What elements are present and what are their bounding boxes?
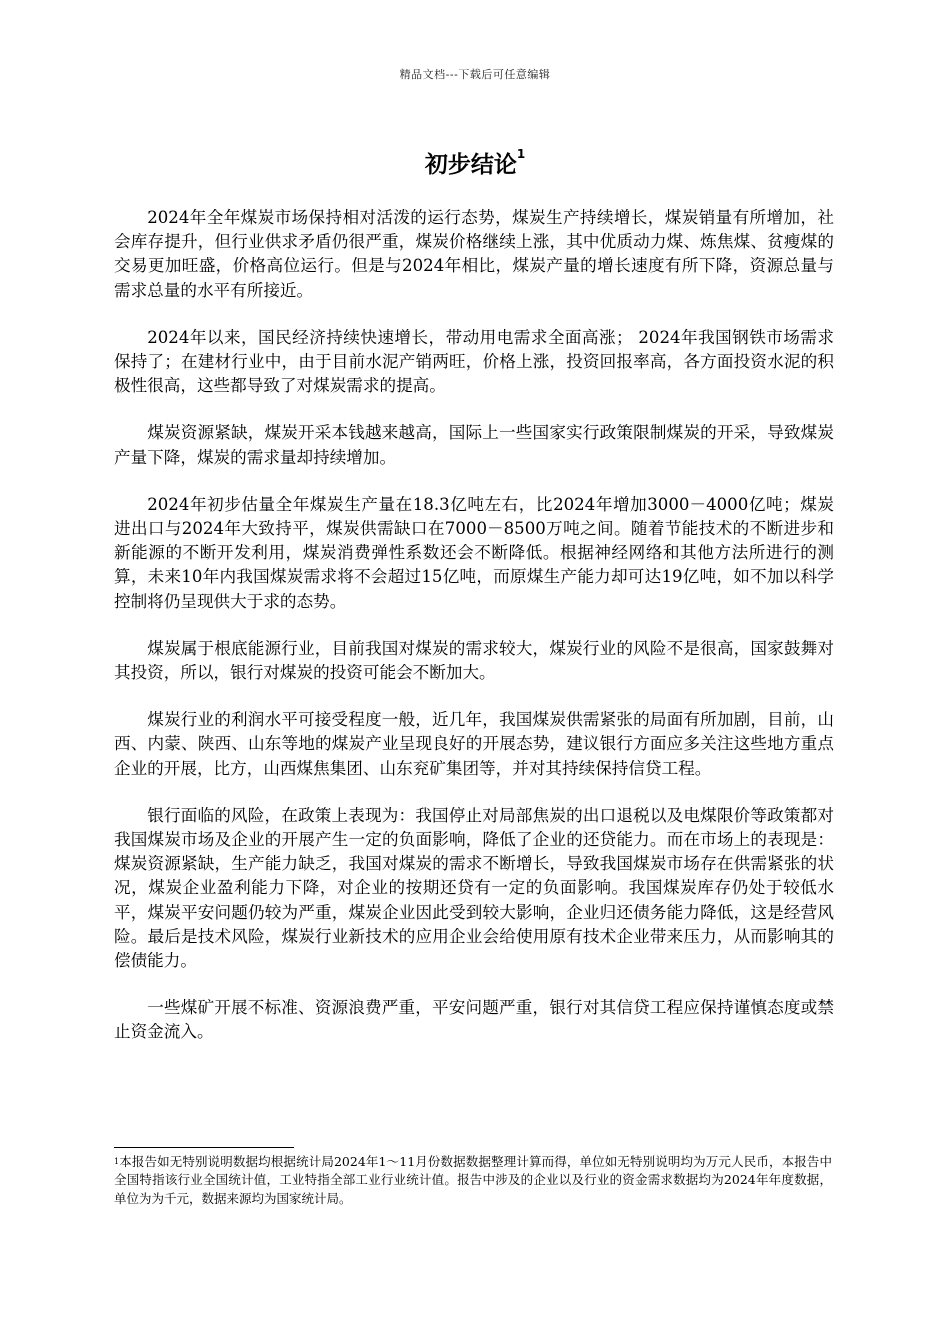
header-note: 精品文档---下载后可任意编辑 bbox=[399, 68, 551, 81]
title-footnote-mark[interactable]: 1 bbox=[516, 147, 526, 161]
body-text bbox=[114, 206, 834, 1068]
paragraph-resource-shortage: 煤炭资源紧缺，煤炭开采本钱越来越高，国际上一些国家实行政策限制煤炭的开采，导致煤炭产量下降，煤炭的需求量却持续增加。 bbox=[114, 423, 834, 467]
paragraph-demand-growth: 2024年以来，国民经济持续快速增长，带动用电需求全面高涨； 2024年我国钢铁市场需求保持了；在建材行业中，由于目前水泥产销两旺，价格上涨，投资回报率高，各方面投资水泥的积极性很高，这些都导致了对煤炭需求的提高。 bbox=[114, 327, 834, 396]
title-text: 初步结论 bbox=[424, 152, 517, 178]
footnote-text: 本报告如无特别说明数据均根据统计局2024年1～11月份数据数据整理计算而得，单位如无特别说明均为万元人民币，本报告中全国特指该行业全国统计值，工业特指全部工业行业统计值。报告中涉及的企业以及行业的资金需求数据均为2024年年度数据，单位为为千元，数据来源均为国家统计局。 bbox=[114, 1154, 832, 1206]
footnote-mark: 1 bbox=[114, 1157, 120, 1166]
page-title bbox=[0, 146, 950, 179]
footnote bbox=[114, 1153, 832, 1208]
paragraph-production-estimate: 2024年初步估量全年煤炭生产量在18.3亿吨左右，比2024年增加3000－4000亿吨；煤炭进出口与2024年大致持平，煤炭供需缺口在7000－8500万吨之间。随着节能技术的不断进步和新能源的不断开发利用，煤炭消费弹性系数还会不断降低。根据神经网络和其他方法所进行的测算，未来10年内我国煤炭需求将不会超过15亿吨，而原煤生产能力却可达19亿吨，如不加以科学控制将仍呈现供大于求的态势。 bbox=[114, 494, 834, 611]
paragraph-industry-risk: 煤炭属于根底能源行业，目前我国对煤炭的需求较大，煤炭行业的风险不是很高，国家鼓舞对其投资，所以，银行对煤炭的投资可能会不断加大。 bbox=[114, 638, 834, 683]
footnote-divider bbox=[114, 1147, 294, 1148]
paragraph-bank-risk: 银行面临的风险，在政策上表现为：我国停止对局部焦炭的出口退税以及电煤限价等政策都对我国煤炭市场及企业的开展产生一定的负面影响，降低了企业的还贷能力。而在市场上的表现是：煤炭资源紧缺，生产能力缺乏，我国对煤炭的需求不断增长，导致我国煤炭市场存在供需紧张的状况，煤炭企业盈利能力下降，对企业的按期还贷有一定的负面影响。我国煤炭库存仍处于较低水平，煤炭平安问题仍较为严重，煤炭企业因此受到较大影响，企业归还债务能力降低，这是经营风险。最后是技术风险，煤炭行业新技术的应用企业会给使用原有技术企业带来压力，从而影响其的偿债能力。 bbox=[114, 805, 834, 971]
paragraph-caution: 一些煤矿开展不标准、资源浪费严重，平安问题严重，银行对其信贷工程应保持谨慎态度或禁止资金流入。 bbox=[114, 998, 834, 1042]
paragraph-profit-level: 煤炭行业的利润水平可接受程度一般，近几年，我国煤炭供需紧张的局面有所加剧，目前，山西、内蒙、陕西、山东等地的煤炭产业呈现良好的开展态势，建议银行方面应多关注这些地方重点企业的开展，比方，山西煤焦集团、山东兖矿集团等，并对其持续保持信贷工程。 bbox=[114, 710, 834, 778]
paragraph-market-overview: 2024年全年煤炭市场保持相对活泼的运行态势，煤炭生产持续增长，煤炭销量有所增加，社会库存提升，但行业供求矛盾仍很严重，煤炭价格继续上涨，其中优质动力煤、炼焦煤、贫瘦煤的交易更加旺盛，价格高位运行。但是与2024年相比，煤炭产量的增长速度有所下降，资源总量与需求总量的水平有所接近。 bbox=[114, 208, 834, 300]
